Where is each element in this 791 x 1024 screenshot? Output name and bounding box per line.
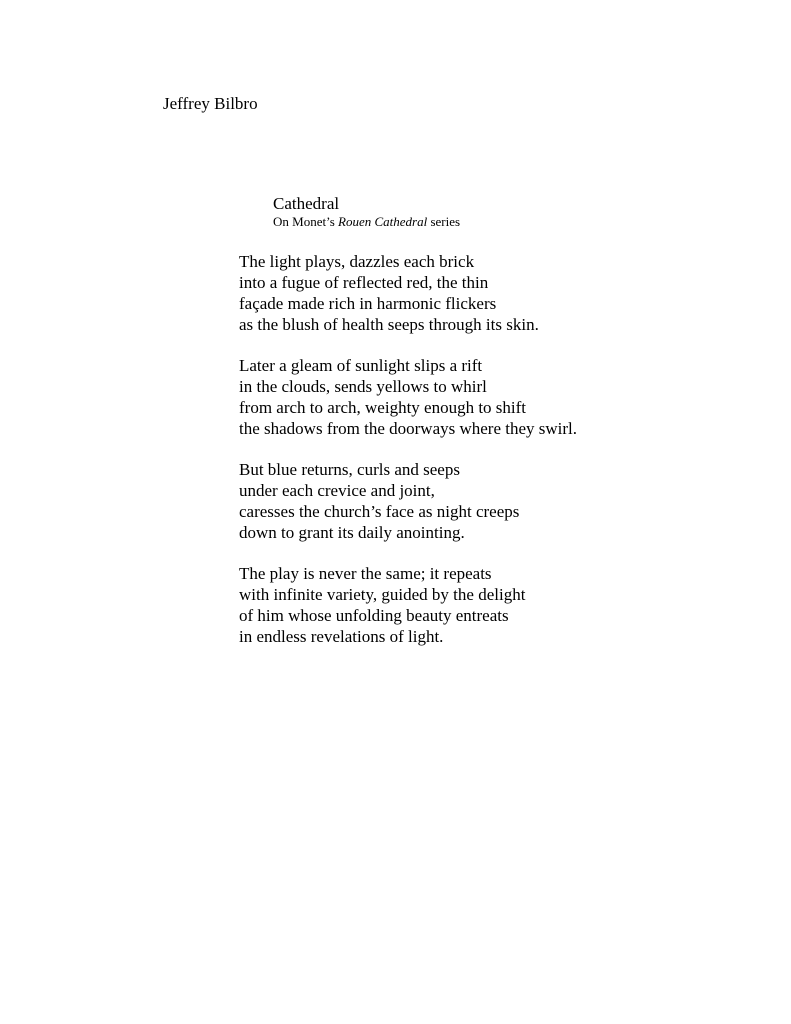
stanza-4: [239, 563, 759, 647]
poem-line: with infinite variety, guided by the delight: [239, 585, 526, 604]
poem-line: The play is never the same; it repeats: [239, 564, 492, 583]
poem-line: caresses the church’s face as night creeps: [239, 502, 520, 521]
poem-line: of him whose unfolding beauty entreats: [239, 606, 509, 625]
subtitle-prefix: On Monet’s: [273, 214, 338, 229]
poem-line: But blue returns, curls and seeps: [239, 460, 460, 479]
poem-line: in the clouds, sends yellows to whirl: [239, 377, 487, 396]
poem-line: The light plays, dazzles each brick: [239, 252, 475, 271]
poem-line: under each crevice and joint,: [239, 481, 435, 500]
poem-line: from arch to arch, weighty enough to shift: [239, 398, 527, 417]
stanza-1: [239, 251, 759, 335]
poem-subtitle: [273, 213, 460, 230]
poem-body: [239, 251, 759, 667]
subtitle-italic-work: Rouen Cathedral: [338, 214, 428, 229]
subtitle-suffix: series: [427, 214, 461, 229]
poem-line: the shadows from the doorways where they swirl.: [239, 419, 578, 438]
poem-line: down to grant its daily anointing.: [239, 523, 465, 542]
stanza-2: [239, 355, 759, 439]
poem-line: façade made rich in harmonic flickers: [239, 294, 497, 313]
poem-line: into a fugue of reflected red, the thin: [239, 273, 489, 292]
stanza-3: [239, 459, 759, 543]
poem-line: Later a gleam of sunlight slips a rift: [239, 356, 483, 375]
author-name: Jeffrey Bilbro: [163, 94, 258, 113]
poem-title: Cathedral: [273, 194, 340, 213]
poem-line: in endless revelations of light.: [239, 627, 444, 646]
poem-line: as the blush of health seeps through its skin.: [239, 315, 539, 334]
